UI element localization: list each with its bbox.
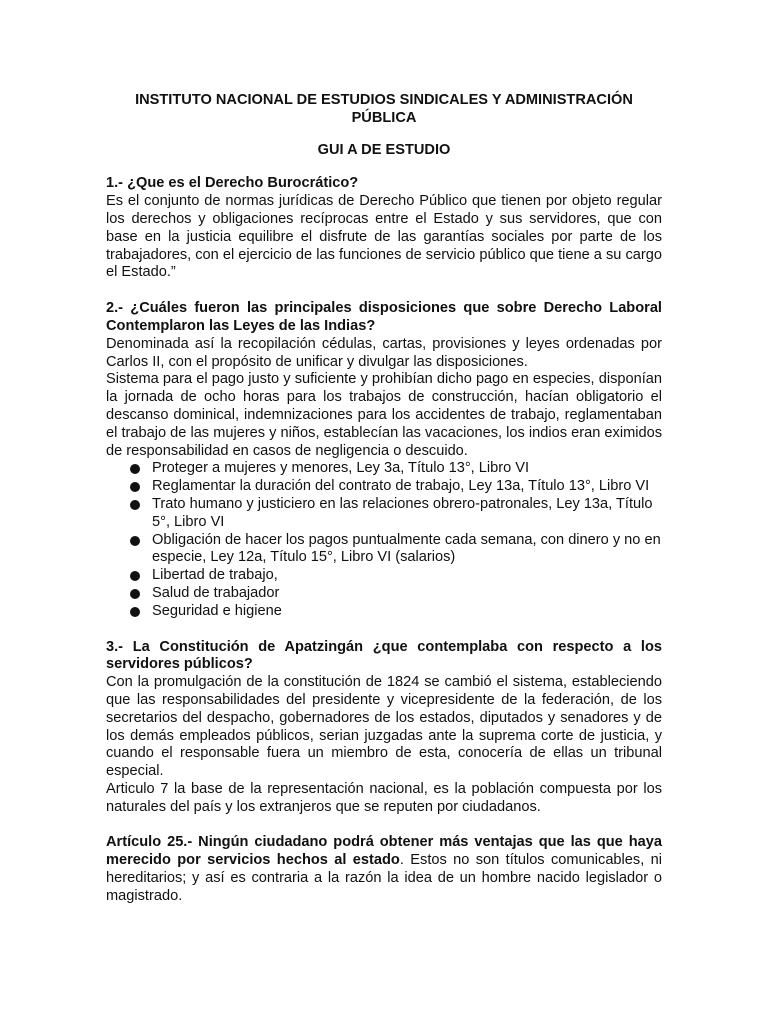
question-3-paragraph-2: Articulo 7 la base de la representación nacional, es la población compuesta por los naturales del país y los extranjeros que se reputen por ciudadanos. xyxy=(106,780,662,815)
document-title: INSTITUTO NACIONAL DE ESTUDIOS SINDICALES Y ADMINISTRACIÓN PÚBLICA xyxy=(135,92,633,126)
list-item-text: Seguridad e higiene xyxy=(152,602,282,619)
section-spacer xyxy=(106,621,662,639)
list-item-text: Proteger a mujeres y menores, Ley 3a, Título 13°, Libro VI xyxy=(152,460,530,477)
question-2-bullet-list xyxy=(106,460,662,620)
article-25-text: . Estos no son títulos comunicables, ni hereditarios; y así es contraria a la razón la idea de un hombre nacido legislador o magistrado. xyxy=(106,852,662,904)
list-item-text: Trato humano y justiciero en las relaciones obrero-patronales, Ley 13a, Título 5°, Libro VI xyxy=(152,495,653,530)
list-item xyxy=(106,603,662,621)
document-page xyxy=(106,92,662,906)
list-item xyxy=(106,567,662,585)
bullet-icon xyxy=(130,464,140,474)
question-2-paragraph-2: Sistema para el pago justo y suficiente y prohibían dicho pago en especies, disponían la jornada de ocho horas para los trabajos de construcción, hacían obligatorio el descanso dominical, indemnizaciones para los accidentes de trabajo, reglamentaban el trabajo de las mujeres y niños, establecían las vacaciones, los indios eran eximidos de responsabilidad en casos de negligencia o descuido. xyxy=(106,371,662,459)
list-item xyxy=(106,532,662,568)
question-2-paragraph-1: Denominada así la recopilación cédulas, cartas, provisiones y leyes ordenadas por Carlos II, con el propósito de unificar y divulgar las disposiciones. xyxy=(106,335,662,370)
question-1-heading: 1.- ¿Que es el Derecho Burocrático? xyxy=(106,175,359,192)
question-3-paragraph-1: Con la promulgación de la constitución de 1824 se cambió el sistema, estableciendo que las responsabilidades del presidente y vicepresidente de la federación, de los secretarios del despacho, gobernadores de los estados, diputados y senadores y de los demás empleados públicos, serian juzgadas ante la suprema corte de justicia, y cuando el responsable fuera un miembro de esta, conocería de ellas un tribunal especial. xyxy=(106,674,662,780)
list-item xyxy=(106,478,662,496)
section-spacer xyxy=(106,282,662,300)
list-item xyxy=(106,460,662,478)
question-3-section xyxy=(106,639,662,817)
question-3-heading: 3.- La Constitución de Apatzingán ¿que contemplaba con respecto a los servidores públicos? xyxy=(106,638,662,673)
list-item-text: Obligación de hacer los pagos puntualmente cada semana, con dinero y no en especie, Ley 12a, Título 15°, Libro VI (salarios) xyxy=(152,531,661,566)
bullet-icon xyxy=(130,536,140,546)
article-25-paragraph xyxy=(106,834,662,905)
list-item-text: Libertad de trabajo, xyxy=(152,567,278,584)
bullet-icon xyxy=(130,589,140,599)
section-spacer xyxy=(106,816,662,834)
question-1-answer: Es el conjunto de normas jurídicas de Derecho Público que tienen por objeto regular los derechos y obligaciones recíprocas entre el Estado y sus servidores, que con base en la justicia equilibre el disfrute de las garantías sociales por parte de los trabajadores, con el ejercicio de las funciones de servicio público que tiene a su cargo el Estado.” xyxy=(106,193,662,281)
bullet-icon xyxy=(130,482,140,492)
bullet-icon xyxy=(130,500,140,510)
question-2-heading: 2.- ¿Cuáles fueron las principales disposiciones que sobre Derecho Laboral Contemplaron las Leyes de las Indias? xyxy=(106,300,662,334)
list-item xyxy=(106,496,662,532)
list-item-text: Reglamentar la duración del contrato de trabajo, Ley 13a, Título 13°, Libro VI xyxy=(152,478,650,495)
question-1-section xyxy=(106,175,662,282)
bullet-icon xyxy=(130,607,140,617)
article-25-heading: Artículo 25.- Ningún ciudadano podrá obtener más ventajas que las que haya merecido por servicios hechos al estado xyxy=(106,834,662,869)
document-subtitle: GUI A DE ESTUDIO xyxy=(317,141,451,158)
list-item-text: Salud de trabajador xyxy=(152,584,280,601)
question-2-section xyxy=(106,300,662,620)
bullet-icon xyxy=(130,571,140,581)
list-item xyxy=(106,585,662,603)
